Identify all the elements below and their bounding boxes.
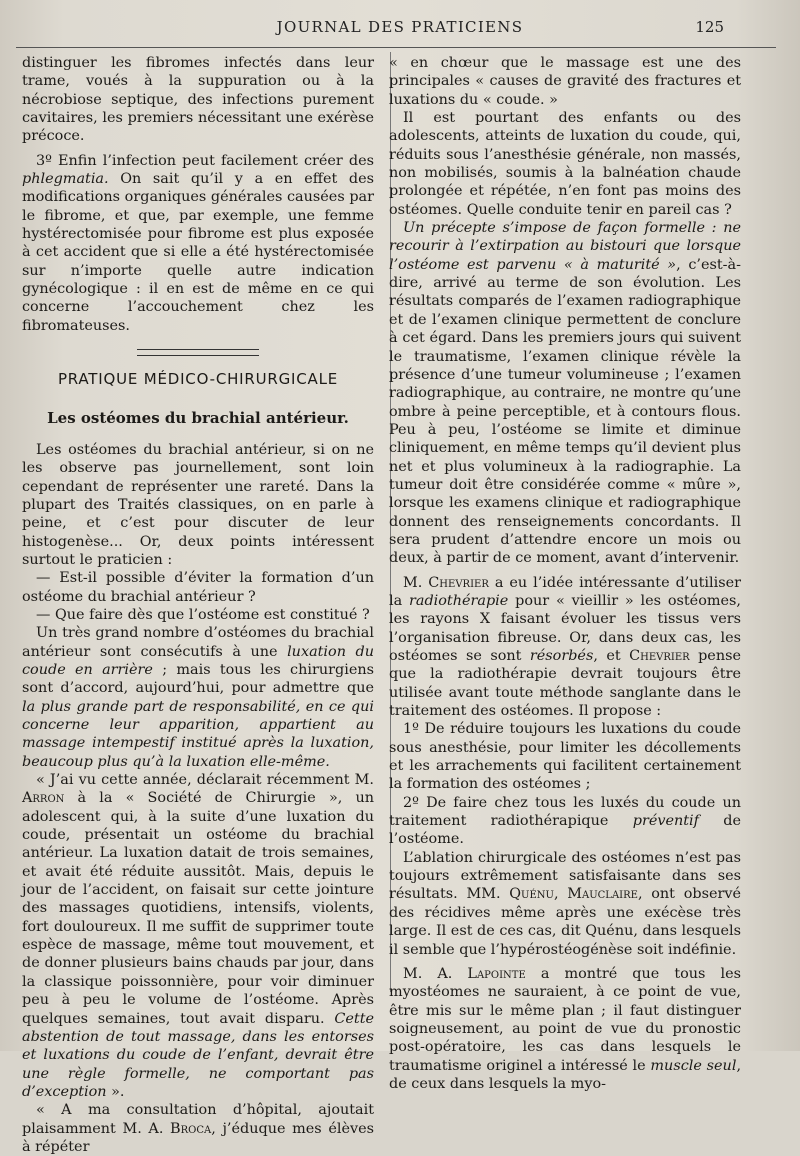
paragraph: distinguer les fibromes infectés dans leur trame, voués à la suppuration ou à la nécrobiose septique, des infections purement cavitaires, les premiers nécessitant une exérèse précoce. [22, 55, 374, 145]
paragraph: — Que faire dès que l’ostéome est constitué ? [36, 606, 370, 623]
page-number: 125 [695, 18, 724, 36]
journal-title: JOURNAL DES PRATICIENS [276, 18, 524, 36]
section-rubric: PRATIQUE MÉDICO-CHIRURGICALE [57, 370, 339, 389]
quotation-paragraph: « J’ai vu cette année, déclarait récemment M. Arron à la « Société de Chirurgie », un adolescent qui, à la suite d’une luxation du coude, présentait un ostéome du brachial antérieur. La luxation datait de trois semaines, et avait été réduite aussitôt. Mais, depuis le jour de l’accident, on faisait sur cette jointure des massages quotidiens, intensifs, violents, fort douloureux. Il me suffit de supprimer toute espèce de massage, même tout mouvement, et de donner plusieurs bains chauds par jour, dans la classique poissonnière, pour voir diminuer peu à peu le volume de l’ostéome. Après quelques semaines, tout avait disparu. Cette abstention de tout massage, dans les entorses et luxations du coude de l’enfant, devrait être une règle formelle, ne comportant pas d’exception ». [22, 772, 374, 1100]
running-head [0, 18, 800, 42]
header-rule [16, 47, 776, 48]
paragraph: M. Chevrier a eu l’idée intéressante d’utiliser la radiothérapie pour « vieillir » les ostéomes, les rayons X faisant évoluer les tissus vers l’organisation fibreuse. Or, dans deux cas, les ostéomes se sont résorbés, et Chevrier pense que la radiothérapie devrait toujours être utilisée avant toute méthode sanglante dans le traitement des ostéomes. Il propose : [389, 574, 741, 720]
left-column [22, 54, 374, 1156]
paragraph: Il est pourtant des enfants ou des adolescents, atteints de luxation du coude, qui, réduits sous l’anesthésie générale, non massés, non mobilisés, soumis à la balnéation chaude prolongée et répétée, n’en font pas moins des ostéomes. Quelle conduite tenir en pareil cas ? [389, 110, 741, 218]
paragraph: L’ablation chirurgicale des ostéomes n’est pas toujours extrêmement satisfaisante dans ses résultats. MM. Quénu, Mauclaire, ont observé des récidives même après une exécèse très large. Il est de ces cas, dit Quénu, dans lesquels il semble que l’hypérostéogénèse soit indéfinie. [389, 849, 742, 958]
paragraph: Les ostéomes du brachial antérieur, si on ne les observe pas journellement, sont loin cependant de représenter une rareté. Dans la plupart des Traités classiques, on en parle à peine, et c’est pour discuter de leur histogenèse... Or, deux points intéressent surtout le praticien : [22, 441, 374, 568]
list-item: 2º De faire chez tous les luxés du coude un traitement radiothérapique préventif de l’ostéome. [389, 794, 741, 848]
right-column [389, 54, 741, 1093]
paragraph: « en chœur que le massage est une des principales « causes de gravité des fractures et luxations du « coude. » [389, 55, 741, 108]
article-title: Les ostéomes du brachial antérieur. [47, 408, 349, 427]
paragraph: 3º Enfin l’infection peut facilement créer des phlegmatia. On sait qu’il y a en effet des modifications organiques générales causées par le fibrome, et que, par exemple, une femme hystérectomisée pour fibrome est plus exposée à cet accident que si elle a été hystérectomisée sur n’importe quelle autre indication gynécologique : il en est de même en ce qui concerne l’accouchement chez les fibromateuses. [22, 152, 374, 334]
paragraph: Un très grand nombre d’ostéomes du brachial antérieur sont consécutifs à une luxation du coude en arrière ; mais tous les chirurgiens sont d’accord, aujourd’hui, pour admettre que la plus grande part de responsabilité, en ce qui concerne leur apparition, appartient au massage intempestif institué après la luxation, beaucoup plus qu’à la luxation elle-même. [22, 625, 374, 770]
paragraph: M. A. Lapointe a montré que tous les myostéomes ne sauraient, à ce point de vue, être mis sur le même plan ; il faut distinguer soigneusement, au point de vue du pronostic post-opératoire, les cas dans lesquels le traumatisme originel a intéressé le muscle seul, de ceux dans lesquels la myo- [389, 965, 742, 1092]
list-item: 1º De réduire toujours les luxations du coude sous anesthésie, pour limiter les décollements et les arrachements qui facilitent certainement la formation des ostéomes ; [389, 721, 741, 793]
paragraph: — Est-il possible d’éviter la formation d’un ostéome du brachial antérieur ? [22, 570, 374, 605]
paragraph: « A ma consultation d’hôpital, ajoutait plaisamment M. A. Broca, j’éduque mes élèves à répéter [22, 1102, 374, 1155]
paragraph: Un précepte s’impose de façon formelle : ne recourir à l’extirpation au bistouri que lorsque l’ostéome est parvenu « à maturité », c’est-à-dire, arrivé au terme de son évolution. Les résultats comparés de l’examen radiographique et de l’examen clinique permettent de conclure à cet égard. Dans les premiers jours qui suivent le traumatisme, l’examen clinique révèle la présence d’une tumeur volumineuse ; l’examen radiographique, au contraire, ne montre qu’une ombre à peine perceptible, et à contours flous. Peu à peu, l’ostéome se limite et diminue cliniquement, en même temps qu’il devient plus net et plus volumineux à la radiographie. La tumeur doit être considérée comme « mûre », lorsque les examens clinique et radiographique donnent des renseignements concordants. Il sera prudent d’attendre encore un mois ou deux, à partir de ce moment, avant d’intervenir. [389, 220, 741, 567]
section-separator [137, 349, 259, 356]
